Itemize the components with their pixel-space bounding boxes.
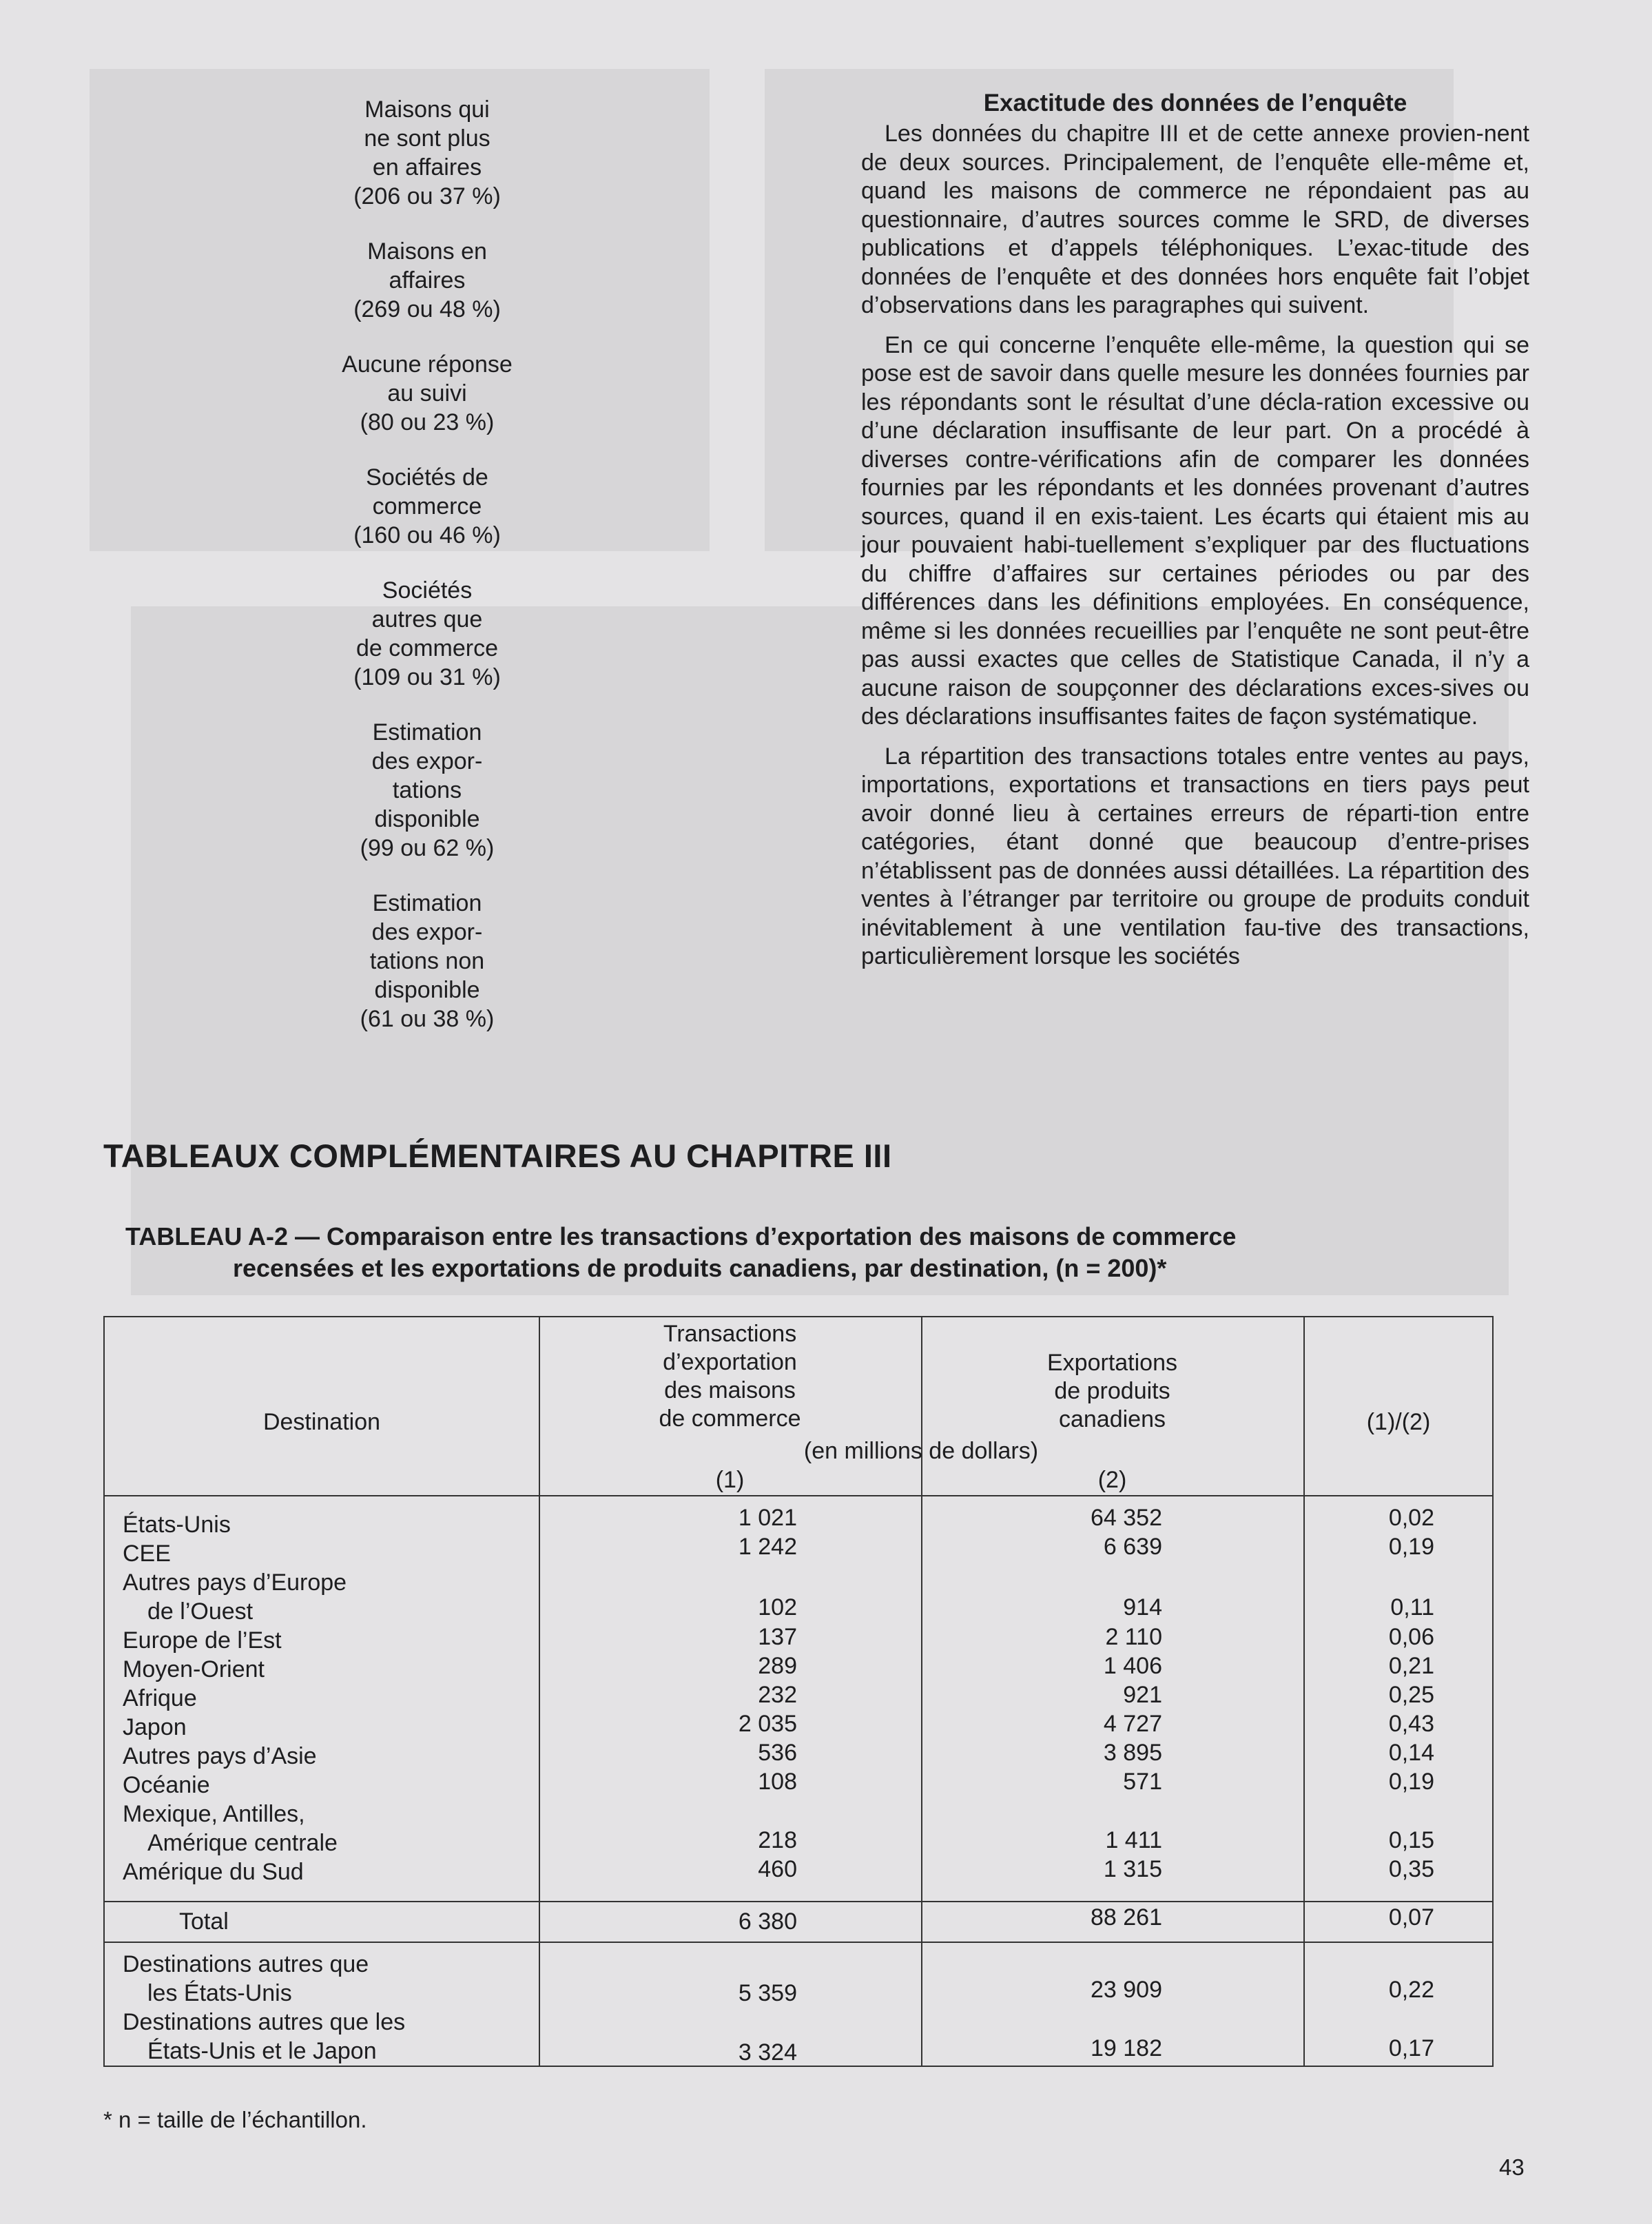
value-col2: 2 110 [1105, 1624, 1162, 1650]
destination-cell: CEE [123, 1541, 171, 1567]
value-col1: 102 [758, 1594, 797, 1620]
header-col2-number: (2) [1097, 1467, 1127, 1493]
destination-cell: Moyen-Orient [123, 1656, 265, 1682]
destination-cell-continued: Amérique centrale [147, 1830, 338, 1856]
table-title-line: TABLEAU A-2 — Comparaison entre les transactions d’exportation des maisons de commerce [125, 1222, 1237, 1250]
value-ratio: 0,43 [1388, 1711, 1434, 1737]
comparison-table [103, 1316, 1494, 2067]
header-col1: Transactions d’exportation des maisons de commerce [659, 1321, 801, 1432]
value-ratio: 0,06 [1388, 1624, 1434, 1650]
destination-cell-continued: de l’Ouest [147, 1598, 254, 1625]
body-paragraph: Les données du chapitre III et de cette annexe provien-nent de deux sources. Principalement, de l’enquête elle-même et, quand les maisons de commerce ne répondaient pas au questionnaire, d’autres sources comme le SRD, de diverses publications et d’appels téléphoniques. L’exac-titude des données de l’enquête et des données hors enquête fait l’objet d’observations dans les paragraphes qui suivent. [861, 121, 1529, 318]
destination-cell: Amérique du Sud [123, 1859, 304, 1885]
breakdown-item: Maisons en affaires (269 ou 48 %) [353, 238, 501, 322]
value-ratio: 0,15 [1388, 1827, 1434, 1853]
body-paragraph: La répartition des transactions totales entre ventes au pays, importations, exportations et transactions en tiers pays peut avoir donné lieu à certaines erreurs de réparti-tion entre catégories, étant donné que beaucoup d’entre-prises n’établissent pas de données aussi détaillées. La répartition des ventes à l’étranger par territoire ou groupe de produits conduit inévitablement à une ventilation fau-tive des transactions, particulièrement lorsque les sociétés [861, 743, 1529, 969]
value-col2: 4 727 [1103, 1711, 1162, 1737]
value-ratio: 0,22 [1388, 1977, 1434, 2003]
value-ratio: 0,19 [1388, 1534, 1434, 1560]
value-col1: 289 [758, 1653, 797, 1679]
breakdown-item: Maisons qui ne sont plus en affaires (206 ou 37 %) [353, 96, 501, 209]
header-rule [105, 1495, 1492, 1496]
accuracy-heading: Exactitude des données de l’enquête [983, 90, 1407, 116]
accuracy-section [861, 88, 1529, 971]
value-col2: 64 352 [1091, 1505, 1162, 1531]
destination-cell: Europe de l’Est [123, 1627, 282, 1654]
section-title: TABLEAUX COMPLÉMENTAIRES AU CHAPITRE III [103, 1137, 892, 1174]
value-col2: 6 639 [1103, 1534, 1162, 1560]
destination-cell-continued: États-Unis et le Japon [147, 2038, 377, 2064]
value-col1: 5 359 [738, 1980, 797, 2006]
destination-cell-continued: les États-Unis [147, 1980, 292, 2006]
total-col1: 6 380 [738, 1908, 797, 1935]
breakdown-item: Estimation des expor- tations non disponible (61 ou 38 %) [360, 890, 495, 1032]
value-ratio: 0,35 [1388, 1856, 1434, 1882]
header-ratio: (1)/(2) [1366, 1409, 1431, 1435]
value-col2: 23 909 [1091, 1977, 1162, 2003]
value-ratio: 0,25 [1388, 1682, 1434, 1708]
footnote: * n = taille de l’échantillon. [103, 2107, 367, 2132]
total-rule-bottom [105, 1942, 1492, 1943]
value-col2: 1 315 [1103, 1856, 1162, 1882]
value-col1: 218 [758, 1827, 797, 1853]
survey-breakdown-column [303, 95, 551, 1060]
value-ratio: 0,14 [1388, 1740, 1434, 1766]
total-label: Total [179, 1908, 229, 1935]
table-title [125, 1221, 1476, 1284]
value-col1: 137 [758, 1624, 797, 1650]
total-rule-top [105, 1901, 1492, 1902]
value-ratio: 0,21 [1388, 1653, 1434, 1679]
total-col2: 88 261 [1091, 1904, 1162, 1930]
body-paragraph: En ce qui concerne l’enquête elle-même, la question qui se pose est de savoir dans quelle mesure les données fournies par les répondants sont le résultat d’une décla-ration excessive ou d’une déclaration insuffisante de leur part. On a procédé à diverses contre-vérifications afin de comparer les données fournies par les répondants et les données provenant d’autres sources, quand il en exis-taient. Les écarts qui étaient mis au jour pouvaient habi-tuellement s’expliquer par des fluctuations du chiffre d’affaires sur certaines périodes ou par des différences dans les définitions employées. En conséquence, même si les données recueillies par l’enquête ne sont peut-être pas aussi exactes que celles de Statistique Canada, il n’y a aucune raison de soupçonner des déclarations exces-sives ou des déclarations insuffisantes faites de façon systématique. [861, 331, 1529, 730]
total-ratio: 0,07 [1388, 1904, 1434, 1930]
breakdown-item: Sociétés autres que de commerce (109 ou 31 %) [353, 577, 501, 690]
destination-cell: Japon [123, 1714, 187, 1740]
destination-cell: Autres pays d’Asie [123, 1743, 317, 1769]
destination-cell: Afrique [123, 1685, 197, 1711]
value-col1: 232 [758, 1682, 797, 1708]
value-col1: 108 [758, 1769, 797, 1795]
header-col1-number: (1) [715, 1467, 745, 1493]
header-col2: Exportations de produits canadiens [1047, 1350, 1177, 1432]
value-col1: 536 [758, 1740, 797, 1766]
value-col2: 1 411 [1105, 1827, 1162, 1853]
value-ratio: 0,02 [1388, 1505, 1434, 1531]
destination-cell: États-Unis [123, 1512, 231, 1538]
destination-cell: Destinations autres que [123, 1951, 369, 1977]
breakdown-item: Aucune réponse au suivi (80 ou 23 %) [342, 351, 513, 435]
header-units: (en millions de dollars) [803, 1438, 1039, 1464]
value-col1: 1 021 [738, 1505, 797, 1531]
value-col2: 3 895 [1103, 1740, 1162, 1766]
value-ratio: 0,19 [1388, 1769, 1434, 1795]
breakdown-item: Estimation des expor- tations disponible (99 ou 62 %) [360, 719, 495, 861]
destination-cell: Autres pays d’Europe [123, 1569, 347, 1596]
value-col1: 1 242 [738, 1534, 797, 1560]
value-col1: 2 035 [738, 1711, 797, 1737]
destination-cell: Destinations autres que les [123, 2009, 406, 2035]
breakdown-item: Sociétés de commerce (160 ou 46 %) [353, 464, 501, 548]
value-col2: 19 182 [1091, 2035, 1162, 2061]
value-col2: 571 [1123, 1769, 1162, 1795]
value-col1: 460 [758, 1856, 797, 1882]
destination-cell: Océanie [123, 1772, 210, 1798]
value-col2: 914 [1123, 1594, 1162, 1620]
table-title-line: recensées et les exportations de produits canadiens, par destination, (n = 200)* [233, 1254, 1167, 1282]
value-ratio: 0,11 [1390, 1594, 1434, 1620]
value-col2: 1 406 [1103, 1653, 1162, 1679]
page-number: 43 [1499, 2154, 1525, 2180]
destination-cell: Mexique, Antilles, [123, 1801, 305, 1827]
value-col1: 3 324 [738, 2039, 797, 2066]
value-col2: 921 [1123, 1682, 1162, 1708]
header-destination: Destination [262, 1409, 381, 1435]
value-ratio: 0,17 [1388, 2035, 1434, 2061]
